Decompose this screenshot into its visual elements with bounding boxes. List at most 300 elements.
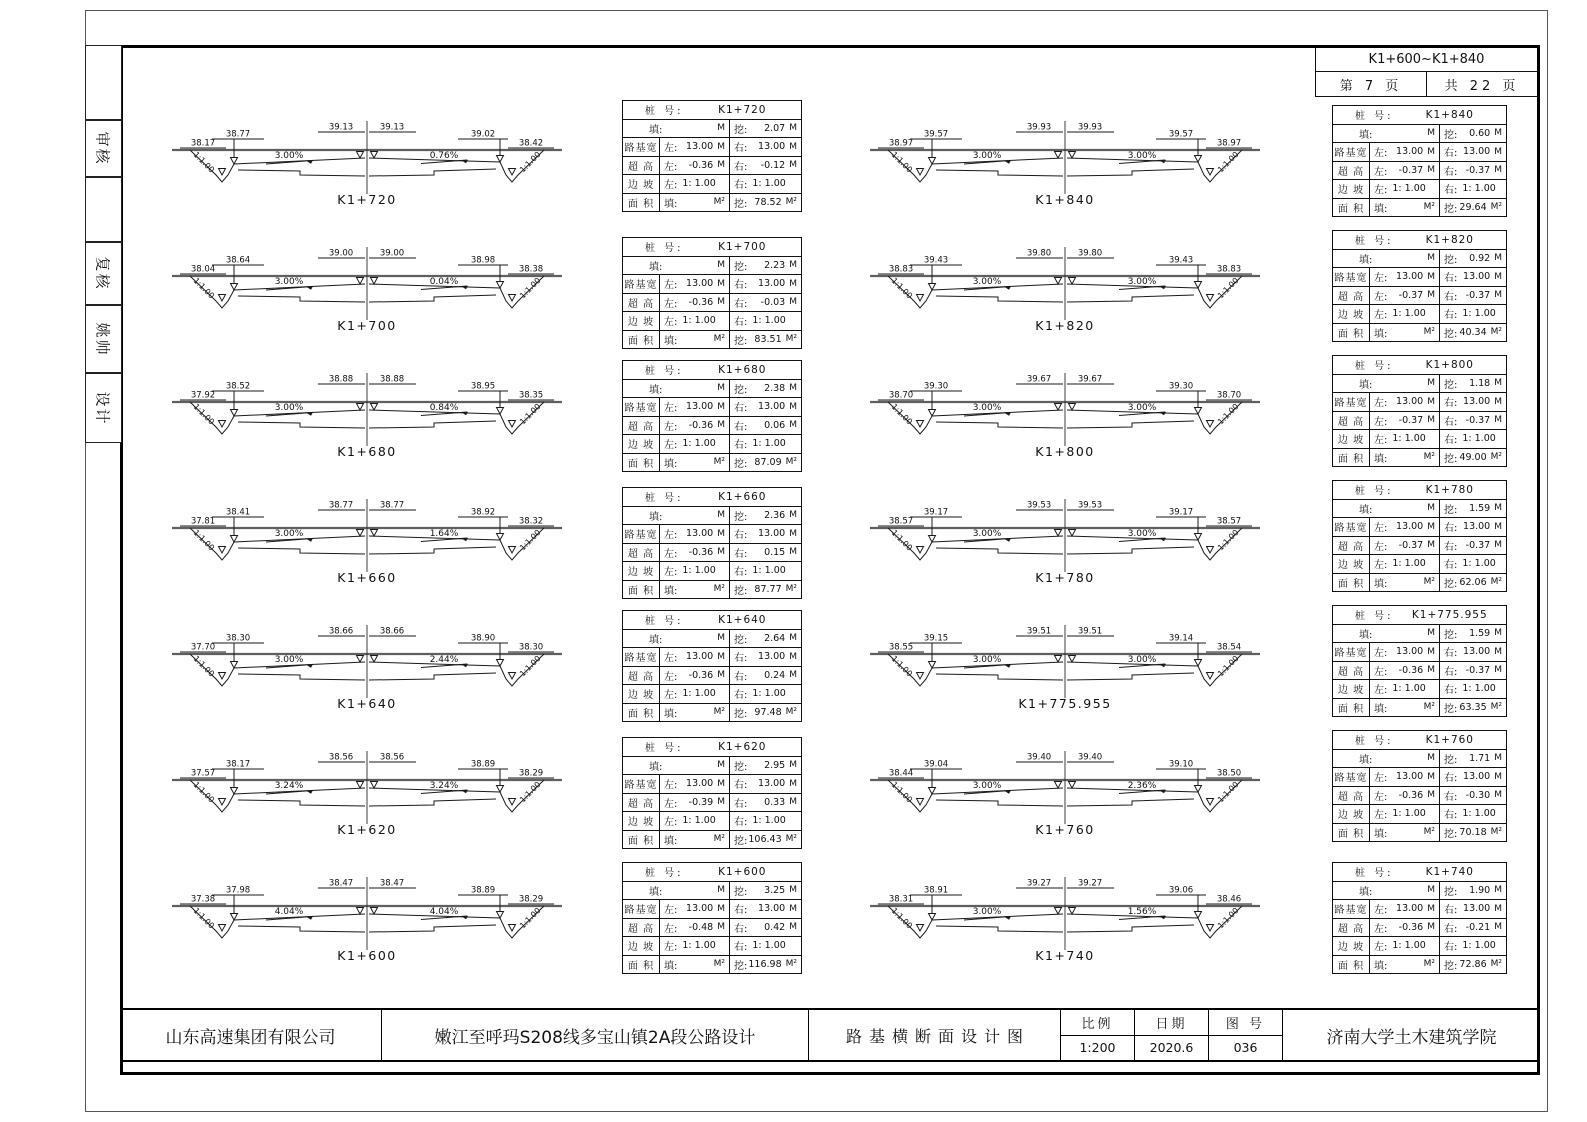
station-key: 桩 号: [1355, 486, 1394, 498]
elevation-label: 38.35 [518, 390, 544, 401]
elevation-label: 39.17 [923, 507, 949, 518]
cell-label: 挖: [1444, 960, 1458, 972]
cell-value: 40.34 [1459, 326, 1487, 338]
cell-value: 13.00 [758, 528, 786, 540]
strip-label-5 [85, 373, 122, 443]
cell-value: 13.00 [1463, 521, 1491, 533]
cell-unit: M² [1490, 827, 1502, 838]
cell-value: 13.00 [1396, 903, 1424, 915]
cell-value: 1: 1.00 [1392, 183, 1426, 195]
cell-value: 1: 1.00 [752, 688, 786, 700]
drawing-no-label: 图 号 [1209, 1010, 1282, 1036]
cell-value: 1: 1.00 [752, 565, 786, 577]
side-slope-label: 1:1.00 [191, 653, 217, 679]
grade-label: 3.00% [972, 403, 1002, 413]
station-key: 桩 号: [645, 868, 684, 880]
grade-label: 3.24% [429, 781, 459, 791]
elevation-label: 37.92 [190, 390, 216, 401]
cross-section-K1+680 [172, 370, 562, 470]
elevation-label: 39.04 [923, 759, 949, 770]
cell-value: 97.48 [754, 706, 782, 718]
table-row-side-slope: 边 坡 左: 1: 1.00 右: 1: 1.00 [623, 174, 801, 193]
cell-value: -0.36 [1398, 664, 1424, 676]
cell-label: 右: [734, 161, 748, 173]
elevation-label: 38.52 [225, 381, 251, 392]
cell-value: 1: 1.00 [1392, 808, 1426, 820]
side-slope-label: 1:1.00 [889, 779, 915, 805]
table-row-station [623, 738, 801, 756]
cell-label: 左: [1374, 648, 1388, 660]
cell-unit: M [789, 547, 797, 558]
station-value: K1+600 [718, 865, 767, 878]
table-row-side-slope: 边 坡 左: 1: 1.00 右: 1: 1.00 [623, 936, 801, 955]
side-slope-label: 1:1.00 [889, 905, 915, 931]
cell-value: -0.36 [1398, 789, 1424, 801]
cell-value: 1: 1.00 [682, 815, 716, 827]
elevation-label: 39.15 [923, 633, 949, 644]
grade-label: 0.84% [429, 403, 459, 413]
cell-label: 右: [1444, 905, 1458, 917]
elevation-label: 38.56 [328, 752, 354, 763]
elevation-label: 38.70 [888, 390, 914, 401]
elevation-label: 38.97 [1216, 138, 1242, 149]
cell-unit: M [1494, 165, 1502, 176]
table-row-side-slope: 边 坡 左: 1: 1.00 右: 1: 1.00 [1333, 304, 1506, 323]
station-range-box [1315, 48, 1537, 97]
strip-label-text: 设计 [93, 390, 112, 426]
cell-unit: M² [713, 197, 725, 208]
cell-value: 13.00 [1396, 271, 1424, 283]
cell-label: 挖: [1444, 578, 1458, 590]
cell-value: -0.03 [760, 296, 786, 308]
table-row-station [623, 488, 801, 506]
cell-unit: M [1427, 521, 1435, 532]
table-row-area: 面 积 填: M² 挖: 70.18 M² [1333, 823, 1506, 842]
cut-value: 1.18 [1469, 377, 1491, 389]
cell-label: 右: [734, 421, 748, 433]
table-row-area: 面 积 填: M² 挖: 62.06 M² [1333, 573, 1506, 592]
cell-unit: M [789, 420, 797, 431]
elevation-label: 39.00 [379, 248, 405, 259]
cell-label: 右: [1444, 923, 1458, 935]
cell-label: 左: [1374, 166, 1388, 178]
cell-unit: M [717, 401, 725, 412]
cell-unit: M² [1423, 827, 1435, 838]
cell-label: 右: [1444, 648, 1458, 660]
table-row-roadbed-width: 路基宽 左: 13.00 M 右: 13.00 M [623, 274, 801, 293]
table-row-roadbed-width: 路基宽 左: 13.00 M 右: 13.00 M [623, 899, 801, 918]
cell-unit: M [717, 670, 725, 681]
cell-label: 左: [1374, 273, 1388, 285]
cell-label: 左: [1374, 791, 1388, 803]
cell-label: 右: [1444, 523, 1458, 535]
cross-section-K1+760 [870, 748, 1260, 848]
cell-value: -0.37 [1398, 164, 1424, 176]
cell-label: 左: [1374, 523, 1388, 535]
cell-label: 右: [1444, 791, 1458, 803]
cell-value: 83.51 [754, 333, 782, 345]
cell-value: -0.30 [1465, 789, 1491, 801]
cell-value: 13.00 [1463, 903, 1491, 915]
table-row-area: 面 积 填: M² 挖: 78.52 M² [623, 193, 801, 212]
cell-label: 左: [1374, 942, 1388, 954]
table-row-station [1333, 863, 1506, 881]
table-row-side-slope: 边 坡 左: 1: 1.00 右: 1: 1.00 [623, 311, 801, 330]
cell-unit: M [789, 903, 797, 914]
cell-label: 挖: [734, 458, 748, 470]
cell-label: 右: [734, 817, 748, 829]
drawing-title: 路基横断面设计图 [809, 1010, 1061, 1060]
station-value: K1+700 [718, 240, 767, 253]
cut-value: 1.71 [1469, 752, 1491, 764]
cell-label: 左: [664, 905, 678, 917]
table-row-fill-cut: 填: M 挖: 0.60 M [1333, 124, 1506, 143]
station-value: K1+760 [1425, 733, 1474, 746]
station-key: 桩 号: [645, 743, 684, 755]
cell-value: 1: 1.00 [1462, 940, 1496, 952]
cell-value: -0.37 [1465, 664, 1491, 676]
table-row-side-slope: 边 坡 左: 1: 1.00 右: 1: 1.00 [1333, 554, 1506, 573]
cell-unit: M [789, 278, 797, 289]
table-row-fill-cut: 填: M 挖: 2.36 M [623, 506, 801, 525]
strip-label-3 [85, 242, 122, 305]
station-key: 桩 号: [1355, 111, 1394, 123]
cross-section-K1+780 [870, 496, 1260, 596]
cell-unit: M² [785, 959, 797, 970]
cell-label: 右: [734, 280, 748, 292]
cell-label: 挖: [734, 835, 748, 847]
cell-label: 左: [664, 530, 678, 542]
elevation-label: 37.81 [190, 516, 216, 527]
cell-value: 13.00 [758, 141, 786, 153]
elevation-label: 38.77 [328, 500, 354, 511]
cell-unit: M² [785, 707, 797, 718]
side-slope-label: 1:1.00 [1215, 527, 1241, 553]
cell-label: 填: [1374, 328, 1388, 340]
cell-label: 左: [1374, 416, 1388, 428]
station-value: K1+840 [1425, 108, 1474, 121]
cell-label: 挖: [734, 960, 748, 972]
cell-label: 左: [664, 798, 678, 810]
cell-unit: M [717, 922, 725, 933]
cell-value: -0.36 [688, 546, 714, 558]
grade-label: 3.00% [274, 151, 304, 161]
cell-label: 左: [664, 817, 678, 829]
table-row-superelevation: 超 高 左: -0.36 M 右: 0.06 M [623, 416, 801, 435]
side-slope-label: 1:1.00 [517, 527, 543, 553]
cell-unit: M [1494, 540, 1502, 551]
cell-value: 1: 1.00 [682, 940, 716, 952]
cell-value: 13.00 [686, 528, 714, 540]
cell-label: 左: [1374, 541, 1388, 553]
cell-unit: M² [713, 959, 725, 970]
station-value: K1+820 [1425, 233, 1474, 246]
cell-value: 13.00 [1463, 771, 1491, 783]
cell-value: -0.36 [688, 296, 714, 308]
elevation-label: 38.29 [518, 768, 544, 779]
elevation-label: 39.93 [1026, 122, 1052, 133]
elevation-label: 38.57 [888, 516, 914, 527]
cell-label: 左: [664, 567, 678, 579]
cross-section-K1+775.955 [870, 622, 1260, 722]
cell-label: 左: [1374, 435, 1388, 447]
elevation-label: 39.13 [379, 122, 405, 133]
grade-label: 0.76% [429, 151, 459, 161]
strip-blank-0 [85, 45, 122, 120]
cell-unit: M [717, 420, 725, 431]
cell-value: 13.00 [1396, 646, 1424, 658]
elevation-label: 39.27 [1077, 878, 1103, 889]
cut-value: 1.90 [1469, 884, 1491, 896]
strip-label-1 [85, 120, 122, 177]
cell-label: 右: [734, 905, 748, 917]
section-table-K1+640 [622, 610, 802, 722]
cell-label: 挖: [1444, 828, 1458, 840]
cell-value: 1: 1.00 [752, 315, 786, 327]
table-row-fill-cut: 填: M 挖: 1.71 M [1333, 749, 1506, 768]
elevation-label: 38.17 [225, 759, 251, 770]
cell-value: 87.09 [754, 456, 782, 468]
table-row-roadbed-width: 路基宽 左: 13.00 M 右: 13.00 M [623, 137, 801, 156]
cell-unit: M [789, 528, 797, 539]
cell-value: 13.00 [1463, 271, 1491, 283]
cell-label: 左: [1374, 773, 1388, 785]
cell-label: 左: [1374, 310, 1388, 322]
project-title: 嫩江至呼玛S208线多宝山镇2A段公路设计 [382, 1010, 809, 1060]
station-label: K1+640 [337, 696, 397, 711]
cell-value: 87.77 [754, 583, 782, 595]
cell-label: 左: [664, 942, 678, 954]
station-key: 桩 号: [1355, 736, 1394, 748]
cell-unit: M² [785, 334, 797, 345]
cell-unit: M [789, 401, 797, 412]
cell-label: 右: [734, 403, 748, 415]
cell-label: 右: [1444, 273, 1458, 285]
strip-label-text: 姚帅 [93, 321, 112, 357]
station-label: K1+720 [337, 192, 397, 207]
elevation-label: 39.53 [1026, 500, 1052, 511]
cell-label: 挖: [1444, 703, 1458, 715]
grade-label: 3.00% [1127, 655, 1157, 665]
station-value: K1+800 [1425, 358, 1474, 371]
station-key: 桩 号: [1355, 611, 1394, 623]
elevation-label: 38.57 [1216, 516, 1242, 527]
cell-label: 左: [1374, 398, 1388, 410]
elevation-label: 39.30 [1168, 381, 1194, 392]
elevation-label: 38.95 [470, 381, 496, 392]
cell-value: 1: 1.00 [1462, 683, 1496, 695]
cut-value: 2.38 [764, 382, 786, 394]
scale-cell [1061, 1010, 1135, 1060]
elevation-label: 39.53 [1077, 500, 1103, 511]
grade-label: 4.04% [274, 907, 304, 917]
cell-value: 1: 1.00 [682, 438, 716, 450]
cell-label: 左: [664, 280, 678, 292]
elevation-label: 38.89 [470, 759, 496, 770]
cut-value: 2.23 [764, 259, 786, 271]
cell-unit: M [1494, 665, 1502, 676]
cell-unit: M² [785, 834, 797, 845]
cell-value: -0.21 [1465, 921, 1491, 933]
scale-label: 比例 [1061, 1010, 1134, 1036]
station-range: K1+600~K1+840 [1316, 48, 1537, 72]
cell-label: 左: [1374, 810, 1388, 822]
strip-blank-2 [85, 177, 122, 242]
cell-unit: M² [1490, 577, 1502, 588]
cell-label: 右: [734, 548, 748, 560]
cell-label: 左: [664, 923, 678, 935]
cell-value: 13.00 [686, 278, 714, 290]
table-row-side-slope: 边 坡 左: 1: 1.00 右: 1: 1.00 [1333, 804, 1506, 823]
table-row-superelevation: 超 高 左: -0.36 M 右: 0.15 M [623, 543, 801, 562]
station-key: 桩 号: [645, 366, 684, 378]
elevation-label: 39.14 [1168, 633, 1194, 644]
cell-unit: M [717, 297, 725, 308]
cell-unit: M [1427, 790, 1435, 801]
company-name: 山东高速集团有限公司 [120, 1010, 382, 1060]
cell-unit: M² [1423, 702, 1435, 713]
table-row-area: 面 积 填: M² 挖: 87.77 M² [623, 580, 801, 599]
cell-unit: M [1494, 290, 1502, 301]
table-row-superelevation: 超 高 左: -0.37 M 右: -0.37 M [1333, 536, 1506, 555]
cell-unit: M [717, 778, 725, 789]
grade-label: 3.00% [1127, 403, 1157, 413]
cell-label: 右: [1444, 166, 1458, 178]
elevation-label: 38.90 [470, 633, 496, 644]
table-row-roadbed-width: 路基宽 左: 13.00 M 右: 13.00 M [623, 397, 801, 416]
cell-label: 挖: [734, 198, 748, 210]
section-table-K1+660 [622, 487, 802, 599]
elevation-label: 39.43 [923, 255, 949, 266]
cell-label: 右: [734, 690, 748, 702]
station-label: K1+760 [1035, 822, 1095, 837]
cell-unit: M [789, 922, 797, 933]
cell-value: 13.00 [1396, 146, 1424, 158]
station-label: K1+775.955 [1018, 696, 1112, 711]
cell-value: 13.00 [686, 778, 714, 790]
cell-value: 1: 1.00 [1392, 683, 1426, 695]
table-row-area: 面 积 填: M² 挖: 29.64 M² [1333, 198, 1506, 217]
table-row-roadbed-width: 路基宽 左: 13.00 M 右: 13.00 M [1333, 642, 1506, 661]
station-key: 桩 号: [645, 243, 684, 255]
cut-value: 2.95 [764, 759, 786, 771]
cell-unit: M² [1490, 702, 1502, 713]
cell-label: 填: [664, 835, 678, 847]
grade-label: 2.36% [1127, 781, 1157, 791]
cell-label: 左: [664, 180, 678, 192]
cell-label: 挖: [734, 335, 748, 347]
elevation-label: 38.56 [379, 752, 405, 763]
cell-label: 左: [1374, 185, 1388, 197]
cell-label: 左: [1374, 685, 1388, 697]
section-table-K1+840 [1332, 105, 1507, 217]
cell-label: 左: [664, 403, 678, 415]
cell-label: 右: [734, 298, 748, 310]
drawing-no-cell [1209, 1010, 1283, 1060]
elevation-label: 39.10 [1168, 759, 1194, 770]
cell-label: 左: [664, 161, 678, 173]
cross-section-K1+720 [172, 118, 562, 218]
cell-label: 填: [1374, 828, 1388, 840]
cell-label: 右: [1444, 773, 1458, 785]
table-row-side-slope: 边 坡 左: 1: 1.00 右: 1: 1.00 [623, 434, 801, 453]
cell-label: 左: [664, 548, 678, 560]
cell-unit: M [1427, 771, 1435, 782]
cell-unit: M [1427, 903, 1435, 914]
station-value: K1+740 [1425, 865, 1474, 878]
station-label: K1+780 [1035, 570, 1095, 585]
table-row-side-slope: 边 坡 左: 1: 1.00 右: 1: 1.00 [1333, 429, 1506, 448]
cell-value: 13.00 [758, 903, 786, 915]
elevation-label: 39.57 [923, 129, 949, 140]
table-row-roadbed-width: 路基宽 左: 13.00 M 右: 13.00 M [623, 524, 801, 543]
cell-label: 填: [664, 335, 678, 347]
elevation-label: 38.42 [518, 138, 544, 149]
cell-value: 1: 1.00 [1462, 808, 1496, 820]
cut-value: 2.36 [764, 509, 786, 521]
cell-value: 1: 1.00 [1462, 558, 1496, 570]
cell-unit: M [717, 903, 725, 914]
grade-label: 1.56% [1127, 907, 1157, 917]
elevation-label: 39.40 [1077, 752, 1103, 763]
cell-unit: M [1427, 271, 1435, 282]
cell-unit: M² [1423, 577, 1435, 588]
elevation-label: 38.29 [518, 894, 544, 905]
cell-unit: M² [713, 834, 725, 845]
elevation-label: 39.40 [1026, 752, 1052, 763]
cell-unit: M² [785, 584, 797, 595]
table-row-area: 面 积 填: M² 挖: 49.00 M² [1333, 448, 1506, 467]
table-row-roadbed-width: 路基宽 左: 13.00 M 右: 13.00 M [623, 774, 801, 793]
cell-label: 右: [1444, 685, 1458, 697]
cross-section-K1+600 [172, 874, 562, 974]
cell-label: 右: [734, 942, 748, 954]
cell-label: 填: [1374, 578, 1388, 590]
cell-label: 左: [664, 690, 678, 702]
cell-label: 右: [1444, 942, 1458, 954]
section-table-K1+620 [622, 737, 802, 849]
grade-label: 3.00% [972, 781, 1002, 791]
cell-unit: M [789, 778, 797, 789]
cell-label: 右: [1444, 310, 1458, 322]
cell-unit: M [1427, 922, 1435, 933]
section-table-K1+740 [1332, 862, 1507, 974]
side-slope-label: 1:1.00 [191, 149, 217, 175]
drawing-no-value: 036 [1233, 1040, 1258, 1056]
table-row-area: 面 积 填: M² 挖: 83.51 M² [623, 330, 801, 349]
table-row-station [1333, 606, 1506, 624]
cell-value: -0.36 [688, 669, 714, 681]
station-label: K1+820 [1035, 318, 1095, 333]
table-row-roadbed-width: 路基宽 左: 13.00 M 右: 13.00 M [1333, 392, 1506, 411]
side-slope-label: 1:1.00 [1215, 905, 1241, 931]
cell-value: 13.00 [1396, 771, 1424, 783]
cell-value: 49.00 [1459, 451, 1487, 463]
table-row-superelevation: 超 高 左: -0.36 M 右: -0.03 M [623, 293, 801, 312]
elevation-label: 38.46 [1216, 894, 1242, 905]
grade-label: 0.04% [429, 277, 459, 287]
cell-unit: M² [1490, 452, 1502, 463]
station-value: K1+660 [718, 490, 767, 503]
elevation-label: 38.66 [379, 626, 405, 637]
cell-value: 13.00 [1396, 521, 1424, 533]
table-row-superelevation: 超 高 左: -0.36 M 右: 0.24 M [623, 666, 801, 685]
cell-value: 1: 1.00 [752, 438, 786, 450]
section-table-K1+600 [622, 862, 802, 974]
side-slope-label: 1:1.00 [889, 401, 915, 427]
cell-unit: M [1427, 396, 1435, 407]
cell-unit: M [1494, 415, 1502, 426]
